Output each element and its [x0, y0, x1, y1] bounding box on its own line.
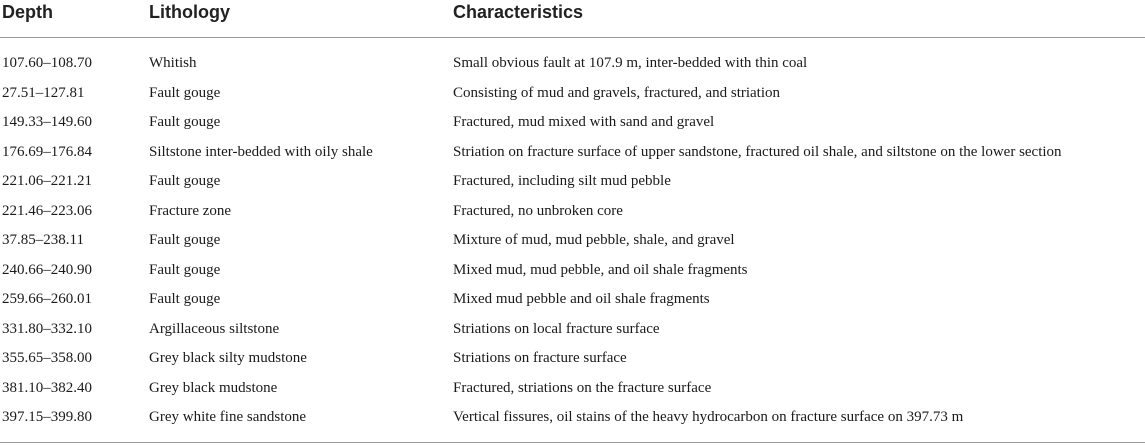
cell-depth: 221.46–223.06 [2, 202, 92, 219]
table-header [0, 0, 1145, 36]
table-body [0, 49, 1145, 433]
header-rule [0, 37, 1145, 38]
table-row [0, 256, 1145, 286]
cell-depth: 107.60–108.70 [2, 55, 92, 71]
header-lithology: Lithology [149, 2, 230, 22]
cell-lithology: Fault gouge [149, 232, 221, 248]
cell-depth: 149.33–149.60 [2, 114, 92, 130]
cell-lithology: Fault gouge [149, 114, 221, 130]
cell-depth: 221.06–221.21 [2, 173, 92, 189]
table-row [0, 344, 1145, 374]
table-row [0, 374, 1145, 404]
cell-lithology: Grey white fine sandstone [149, 409, 307, 425]
cell-depth: 37.85–238.11 [2, 232, 84, 248]
cell-depth: 27.51–127.81 [2, 84, 85, 101]
cell-depth: 176.69–176.84 [2, 143, 92, 160]
cell-lithology: Fault gouge [149, 261, 221, 278]
cell-characteristics: Small obvious fault at 107.9 m, inter-bedded with thin coal [453, 55, 808, 71]
cell-depth: 331.80–332.10 [2, 320, 92, 337]
cell-depth: 397.15–399.80 [2, 409, 92, 425]
table-row [0, 167, 1145, 197]
cell-characteristics: Mixture of mud, mud pebble, shale, and gravel [453, 232, 735, 248]
cell-lithology: Grey black silty mudstone [149, 350, 307, 366]
cell-characteristics: Fractured, striations on the fracture surface [453, 379, 712, 396]
cell-characteristics: Vertical fissures, oil stains of the heavy hydrocarbon on fracture surface on 397.73 m [453, 409, 964, 425]
cell-lithology: Siltstone inter-bedded with oily shale [149, 143, 373, 160]
cell-characteristics: Fractured, mud mixed with sand and gravel [453, 114, 715, 130]
table-row [0, 197, 1145, 227]
table-row [0, 285, 1145, 315]
header-depth: Depth [2, 2, 53, 22]
table-row [0, 315, 1145, 345]
table-row [0, 226, 1145, 256]
cell-lithology: Whitish [149, 55, 197, 71]
cell-characteristics: Consisting of mud and gravels, fractured, and striation [453, 84, 781, 101]
table-row [0, 108, 1145, 138]
cell-characteristics: Fractured, no unbroken core [453, 202, 623, 219]
cell-characteristics: Striation on fracture surface of upper sandstone, fractured oil shale, and siltstone on the lower section [453, 143, 1062, 160]
cell-lithology: Fault gouge [149, 173, 221, 189]
table-row [0, 138, 1145, 168]
header-characteristics: Characteristics [453, 2, 584, 22]
cell-depth: 259.66–260.01 [2, 291, 92, 307]
cell-characteristics: Fractured, including silt mud pebble [453, 173, 671, 189]
cell-characteristics: Striations on fracture surface [453, 350, 627, 366]
cell-characteristics: Mixed mud pebble and oil shale fragments [453, 291, 710, 307]
cell-characteristics: Striations on local fracture surface [453, 320, 660, 337]
cell-lithology: Grey black mudstone [149, 379, 278, 396]
cell-depth: 240.66–240.90 [2, 261, 92, 278]
cell-lithology: Fracture zone [149, 202, 232, 219]
table-row [0, 49, 1145, 79]
table-row [0, 403, 1145, 433]
cell-lithology: Argillaceous siltstone [149, 320, 280, 337]
table-bottom-rule [0, 442, 1145, 443]
cell-lithology: Fault gouge [149, 291, 221, 307]
cell-depth: 381.10–382.40 [2, 379, 92, 396]
cell-lithology: Fault gouge [149, 84, 221, 101]
table-row [0, 79, 1145, 109]
cell-depth: 355.65–358.00 [2, 350, 92, 366]
cell-characteristics: Mixed mud, mud pebble, and oil shale fragments [453, 261, 748, 278]
